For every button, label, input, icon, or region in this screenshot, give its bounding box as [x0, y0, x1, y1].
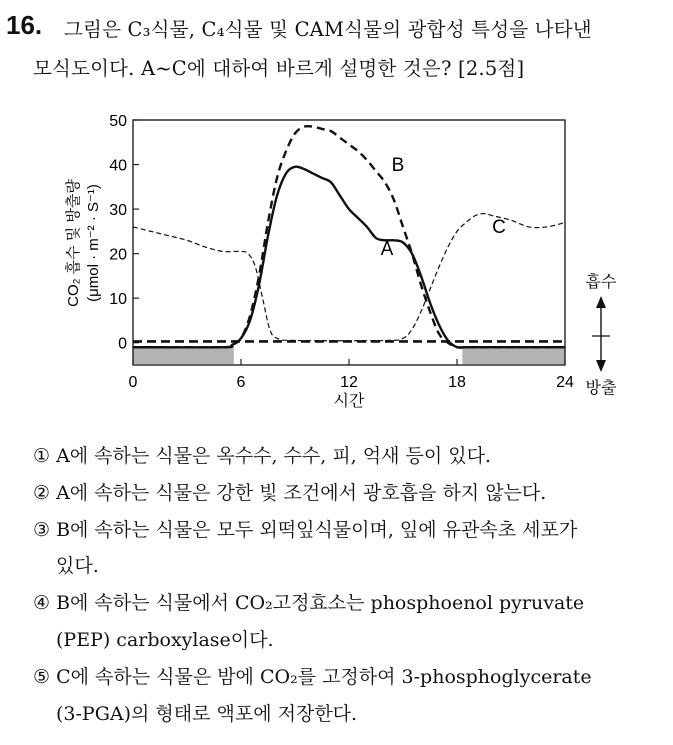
- y-tick-label-50: 50: [109, 113, 127, 130]
- y-tick-label-40: 40: [109, 157, 127, 175]
- answer-option-4b: (PEP) carboxylase이다.: [56, 629, 274, 651]
- series-label-c: C: [492, 217, 506, 238]
- series-labels: [381, 155, 506, 260]
- y-tick-label-0: 0: [118, 335, 127, 353]
- photosynthesis-chart: [0, 100, 673, 430]
- answer-option-5b: (3-PGA)의 형태로 액포에 저장한다.: [56, 703, 358, 725]
- up-down-arrow-icon: [592, 296, 610, 372]
- series-label-b: B: [391, 155, 405, 176]
- question-text-line-2: 모식도이다. A~C에 대하여 바르게 설명한 것은? [2.5점]: [33, 57, 525, 80]
- question-text-line-1: 그림은 C₃식물, C₄식물 및 CAM식물의 광합성 특성을 나타낸: [64, 18, 592, 41]
- plot-frame: [133, 120, 565, 365]
- answer-option-4: ④ B에 속하는 식물에서 CO₂고정효소는 phosphoenol pyruvate: [33, 592, 585, 614]
- y-tick-label-20: 20: [109, 246, 127, 264]
- x-tick-label-6: 6: [236, 374, 246, 391]
- dark-period-bar-1: [133, 348, 234, 364]
- y-tick-label-30: 30: [109, 202, 127, 220]
- answer-option-1: ① A에 속하는 식물은 옥수수, 수수, 피, 억새 등이 있다.: [33, 445, 491, 467]
- x-axis-label: 시간: [333, 393, 365, 410]
- question-number: 16.: [6, 10, 43, 40]
- y-axis-unit: (μmol · m⁻² · S⁻¹): [85, 184, 102, 302]
- answer-option-3: ③ B에 속하는 식물은 모두 외떡잎식물이며, 잎에 유관속초 세포가: [33, 519, 578, 541]
- arrow-label-absorb: 흡수: [585, 274, 617, 291]
- x-tick-label-12: 12: [340, 374, 358, 391]
- answer-option-2: ② A에 속하는 식물은 강한 빛 조건에서 광호흡을 하지 않는다.: [33, 482, 547, 504]
- series-label-a: A: [380, 239, 394, 260]
- y-tick-label-10: 10: [109, 291, 127, 309]
- answer-option-5: ⑤ C에 속하는 식물은 밤에 CO₂를 고정하여 3-phosphoglycerate: [33, 666, 592, 688]
- dark-period-bar-2: [462, 348, 565, 364]
- x-tick-label-18: 18: [448, 374, 466, 391]
- series-line-a: [133, 167, 565, 348]
- y-axis-label: CO₂ 흡수 및 방출량: [65, 179, 82, 307]
- answer-option-3b: 있다.: [56, 555, 99, 577]
- x-tick-label-0: 0: [128, 374, 138, 391]
- arrow-label-release: 방출: [585, 380, 617, 397]
- x-tick-label-24: 24: [556, 374, 574, 391]
